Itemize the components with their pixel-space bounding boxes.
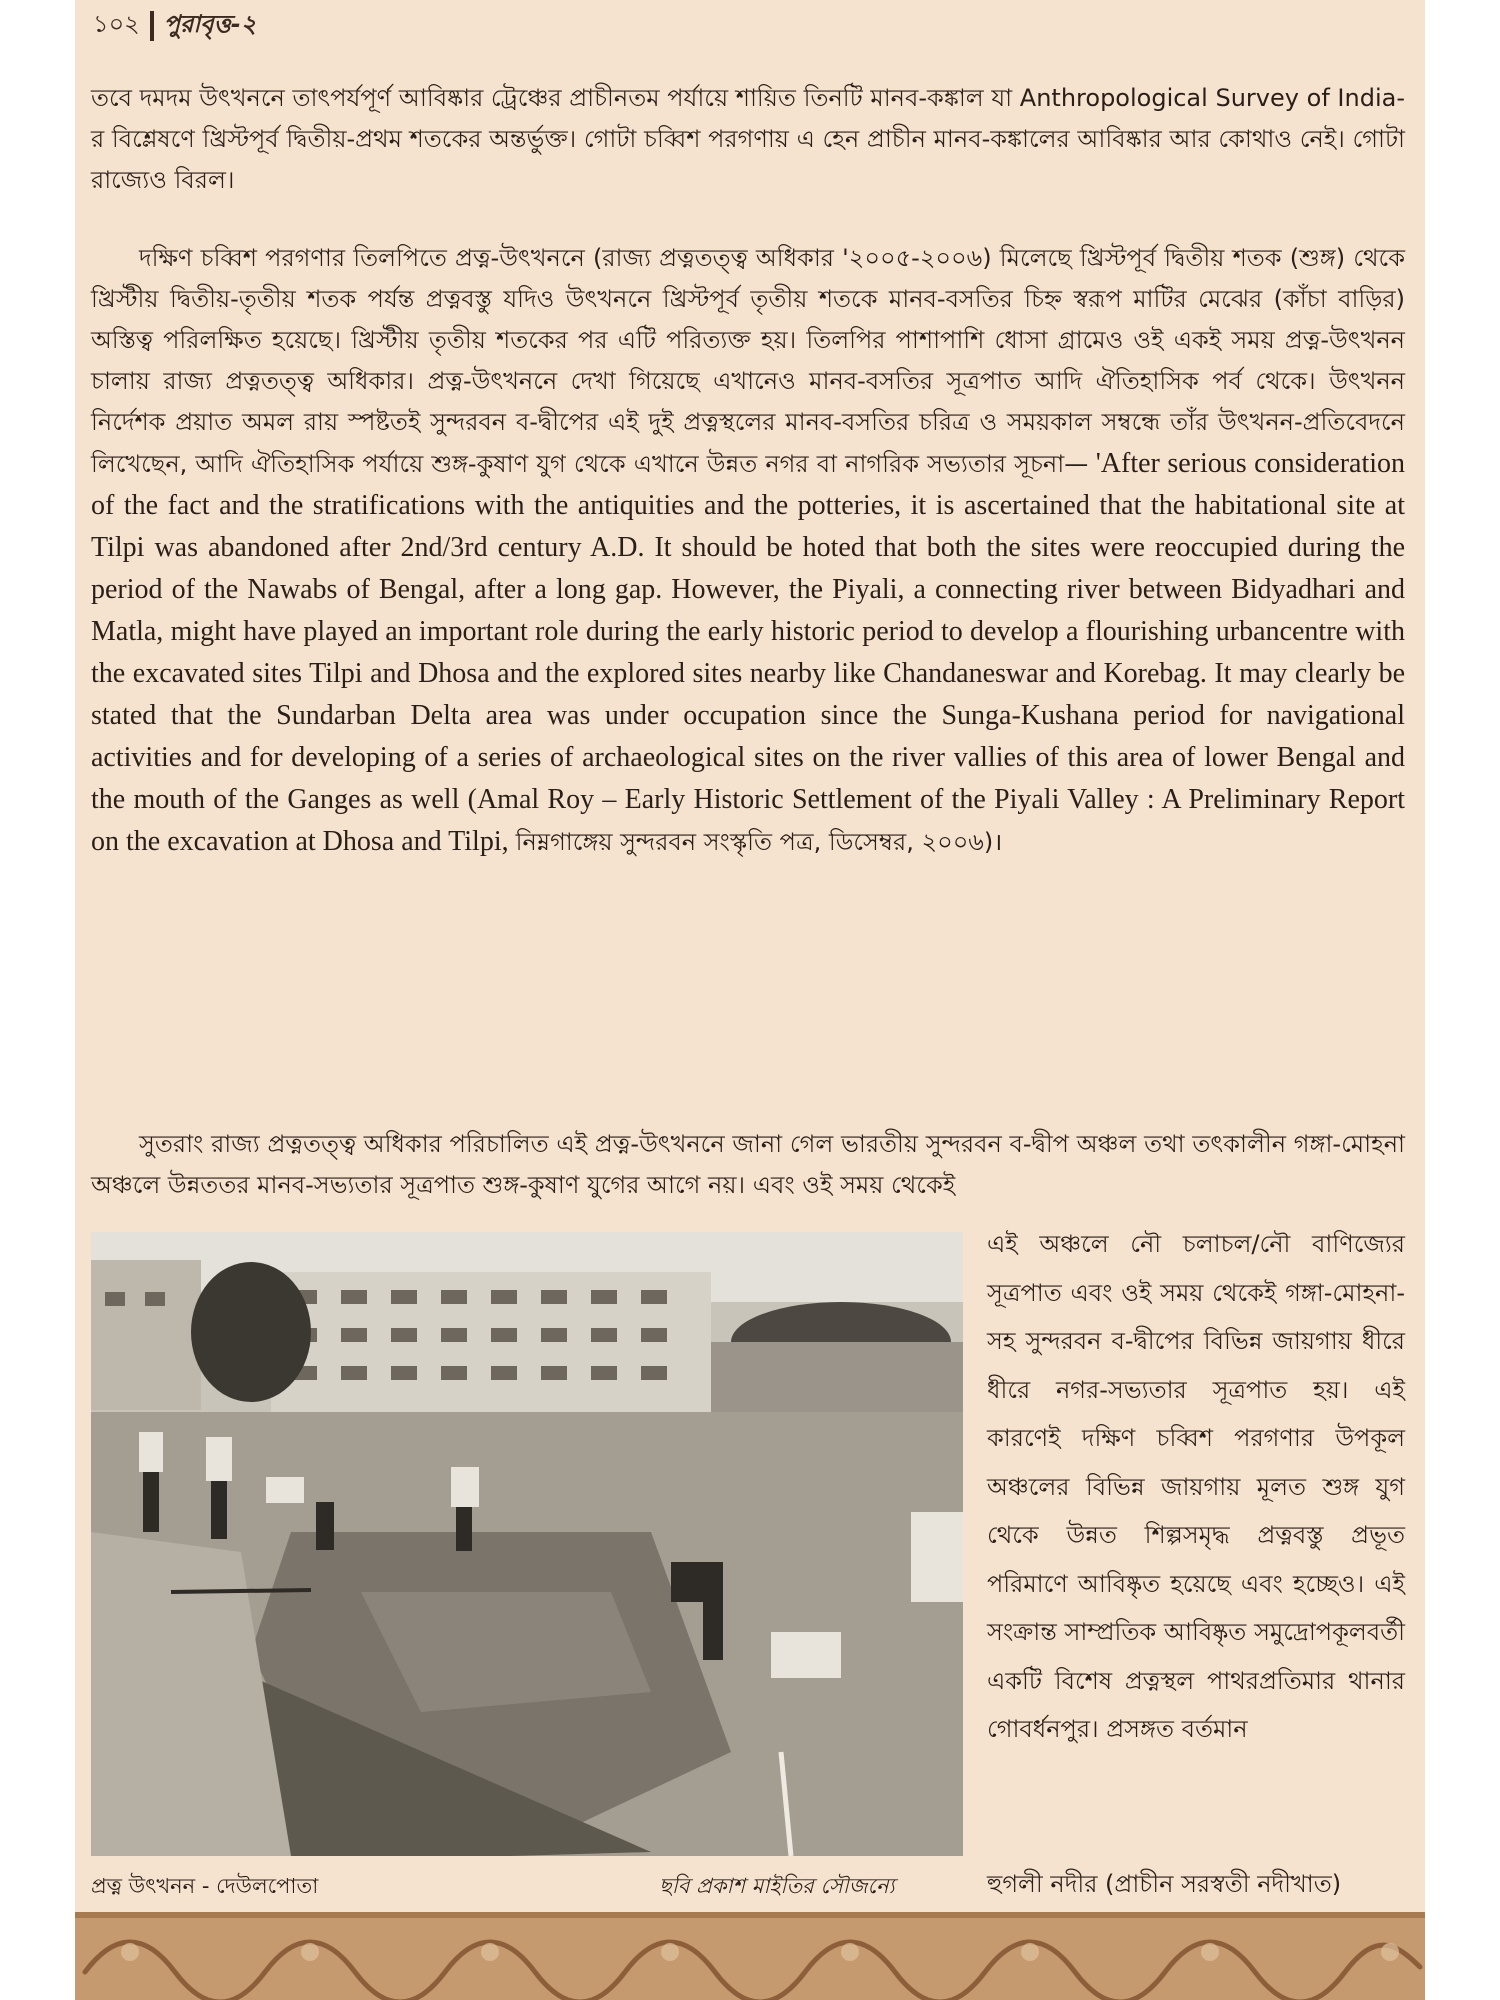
paragraph-2-bengali: দক্ষিণ চব্বিশ পরগণার তিলপিতে প্রত্ন-উৎখননে (রাজ্য প্রত্নতত্ত্ব অধিকার '২০০৫-২০০৬) মিলেছে খ্রিস্টপূর্ব দ্বিতীয় শতক (শুঙ্গ) থেকে খ্রিস্টীয় দ্বিতীয়-তৃতীয় শতক পর্যন্ত প্রত্নবস্তু যদিও উৎখননে খ্রিস্টপূর্ব তৃতীয় শতকে মানব-বসতির চিহ্ন স্বরূপ মাটির মেঝের (কাঁচা বাড়ির) অস্তিত্ব পরিলক্ষিত হয়েছে। খ্রিস্টীয় তৃতীয় শতকের পর এটি পরিত্যক্ত হয়। তিলপির পাশাপাশি ধোসা গ্রামেও ওই একই সময় প্রত্ন-উৎখনন চালায় রাজ্য প্রত্নতত্ত্ব অধিকার। প্রত্ন-উৎখননে দেখা গিয়েছে এখানেও মানব-বসতির সূত্রপাত আদি ঐতিহাসিক পর্ব থেকে। উৎখনন নির্দেশক প্রয়াত অমল রায় স্পষ্টতই সুন্দরবন ব-দ্বীপের এই দুই প্রত্নস্থলের মানব-বসতির চরিত্র ও সময়কাল সম্বন্ধে তাঁর উৎখনন-প্রতিবেদনে লিখেছেন, আদি ঐতিহাসিক পর্যায়ে শুঙ্গ-কুষাণ যুগ থেকে এখানে উন্নত নগর বা নাগরিক সভ্যতার সূচনা—	[91, 244, 1405, 478]
photo-credit: ছবি প্রকাশ মাইতির সৌজন্যে	[659, 1874, 895, 1898]
excavation-photo-illustration	[91, 1232, 963, 1856]
book-page	[75, 0, 1425, 2000]
paragraph-2-quote: 'After serious consideration of the fact and the stratifications with the antiquities and the potteries, it is ascertained that the habitational site at Tilpi was abandoned after 2nd/3rd century A.D. It should be hoted that both the sites were reoccupied during the period of the Nawabs of Bengal, after a long gap. However, the Piyali, a connecting river between Bidyadhari and Matla, might have played an important role during the early historic period to develop a flourishing urbancentre with the excavated sites Tilpi and Dhosa and the explored sites nearby like Chandaneswar and Korebag. It may clearly be stated that the Sundarban Delta area was under occupation since the Sunga-Kushana period for navigational activities and for developing of a series of archaeological sites on the river vallies of this area of lower Bengal and the mouth of the Ganges as well (Amal Roy – Early Historic Settlement of the Piyali Valley : A Preliminary Report on the excavation at Dhosa and Tilpi,	[91, 448, 1406, 857]
paragraph-2-citation: নিম্নগাঙ্গেয় সুন্দরবন সংস্কৃতি পত্র, ডিসেম্বর, ২০০৬)।	[515, 828, 1003, 856]
book-title: পুরাবৃত্ত-২	[163, 10, 257, 38]
page-header	[93, 8, 256, 44]
paragraph-3: সুতরাং রাজ্য প্রত্নতত্ত্ব অধিকার পরিচালিত এই প্রত্ন-উৎখননে জানা গেল ভারতীয় সুন্দরবন ব-দ্বীপ অঞ্চল তথা তৎকালীন গঙ্গা-মোহনা অঞ্চলে উন্নততর মানব-সভ্যতার সূত্রপাত শুঙ্গ-কুষাণ যুগের আগে নয়। এবং ওই সময় থেকেই	[91, 1130, 1405, 1199]
page-number: ১০২	[93, 10, 140, 38]
side-column-last-line: হুগলী নদীর (প্রাচীন সরস্বতী নদীখাত)	[987, 1870, 1342, 1898]
photo-caption: প্রত্ন উৎখনন - দেউলপোতা	[91, 1874, 319, 1898]
excavation-photo	[91, 1232, 963, 1856]
paragraph-2	[91, 238, 1405, 863]
header-divider	[150, 11, 154, 41]
decorative-border	[75, 1912, 1425, 2000]
paragraph-1: তবে দমদম উৎখননে তাৎপর্যপূর্ণ আবিষ্কার ট্রেঞ্চের প্রাচীনতম পর্যায়ে শায়িত তিনটি মানব-কঙ্কাল যা Anthropological Survey of India-র বিশ্লেষণে খ্রিস্টপূর্ব দ্বিতীয়-প্রথম শতকের অন্তর্ভুক্ত। গোটা চব্বিশ পরগণায় এ হেন প্রাচীন মানব-কঙ্কালের আবিষ্কার আর কোথাও নেই। গোটা রাজ্যেও বিরল।	[91, 84, 1405, 194]
terracotta-frieze-icon	[75, 1912, 1425, 2000]
side-column-text: এই অঞ্চলে নৌ চলাচল/নৌ বাণিজ্যের সূত্রপাত এবং ওই সময় থেকেই গঙ্গা-মোহনা-সহ সুন্দরবন ব-দ্বীপের বিভিন্ন জায়গায় ধীরে ধীরে নগর-সভ্যতার সূত্রপাত হয়। এই কারণেই দক্ষিণ চব্বিশ পরগণার উপকূল অঞ্চলের বিভিন্ন জায়গায় মূলত শুঙ্গ যুগ থেকে উন্নত শিল্পসমৃদ্ধ প্রত্নবস্তু প্রভূত পরিমাণে আবিষ্কৃত হয়েছে এবং হচ্ছেও। এই সংক্রান্ত সাম্প্রতিক আবিষ্কৃত সমুদ্রোপকূলবর্তী একটি বিশেষ প্রত্নস্থল পাথরপ্রতিমার থানার গোবর্ধনপুর। প্রসঙ্গত বর্তমান	[987, 1230, 1405, 1743]
